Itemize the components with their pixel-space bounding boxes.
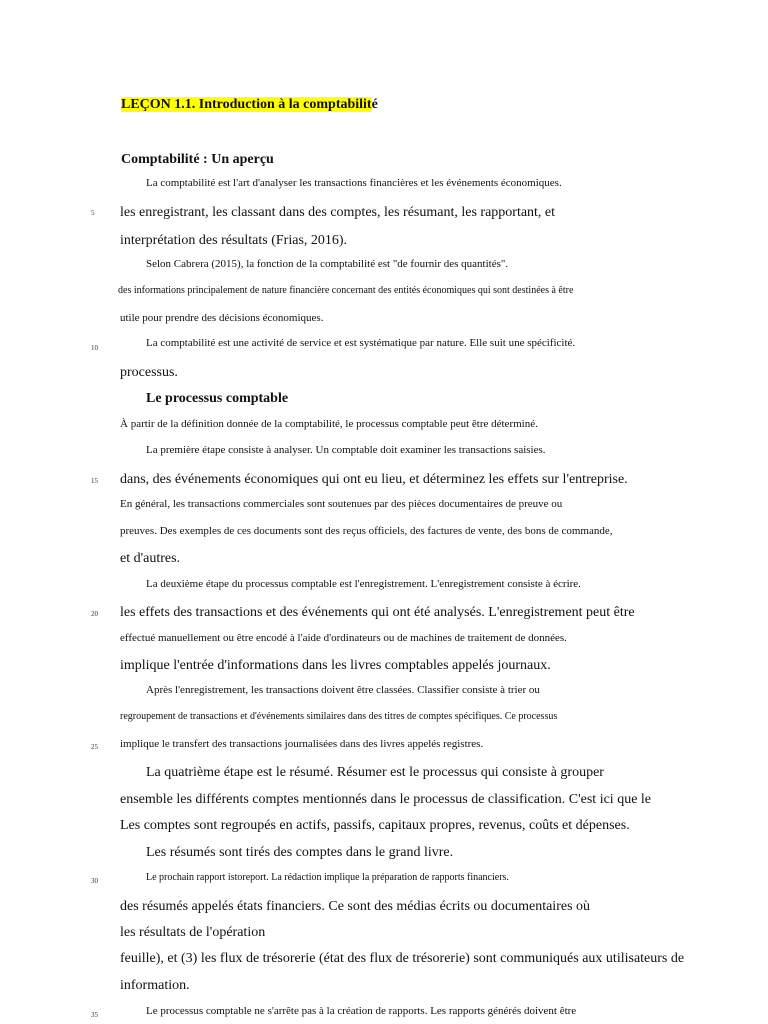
text-line: information. (120, 978, 190, 993)
line-number: 20 (91, 610, 98, 618)
text-line: des résumés appelés états financiers. Ce sont des médias écrits ou documentaires où (120, 899, 591, 914)
line-number: 10 (91, 344, 98, 352)
text-line: Les résumés sont tirés des comptes dans le grand livre. (146, 845, 454, 860)
text-line: implique l'entrée d'informations dans les livres comptables appelés journaux. (120, 658, 551, 673)
text-line: Le processus comptable ne s'arrête pas à la création de rapports. Les rapports générés doivent être (146, 1005, 577, 1017)
text-line: Les comptes sont regroupés en actifs, passifs, capitaux propres, revenus, coûts et dépenses. (120, 818, 630, 833)
text-line: preuves. Des exemples de ces documents sont des reçus officiels, des factures de vente, des bons de commande, (120, 525, 613, 537)
line-number: 5 (91, 209, 95, 217)
line-number: 25 (91, 743, 98, 751)
text-line: des informations principalement de nature financière concernant des entités économiques qui sont destinées à être (118, 285, 574, 296)
text-line: regroupement de transactions et d'événements similaires dans des titres de comptes spécifiques. Ce processus (120, 711, 558, 722)
text-line: utile pour prendre des décisions économiques. (120, 312, 324, 324)
text-line: les effets des transactions et des événements qui ont été analysés. L'enregistrement peut être (120, 605, 635, 620)
text-line: La quatrième étape est le résumé. Résumer est le processus qui consiste à grouper (146, 765, 604, 780)
text-line: les résultats de l'opération (120, 925, 266, 940)
text-line: La deuxième étape du processus comptable est l'enregistrement. L'enregistrement consiste à écrire. (146, 578, 581, 590)
text-line: En général, les transactions commerciales sont soutenues par des pièces documentaires de preuve ou (120, 498, 563, 510)
text-line: les enregistrant, les classant dans des comptes, les résumant, les rapportant, et (120, 205, 556, 220)
text-line: La comptabilité est l'art d'analyser les transactions financières et les événements économiques. (146, 177, 562, 189)
text-line: et d'autres. (120, 551, 181, 566)
text-line: À partir de la définition donnée de la comptabilité, le processus comptable peut être déterminé. (120, 418, 538, 430)
lesson-title (121, 97, 378, 113)
line-number: 15 (91, 477, 98, 485)
text-line: La première étape consiste à analyser. Un comptable doit examiner les transactions saisies. (146, 444, 546, 456)
text-line: implique le transfert des transactions journalisées dans des livres appelés registres. (120, 738, 484, 750)
text-line: La comptabilité est une activité de service et est systématique par nature. Elle suit une spécificité. (146, 337, 576, 349)
line-number: 30 (91, 877, 98, 885)
text-line: effectué manuellement ou être encodé à l'aide d'ordinateurs ou de machines de traitement de données. (120, 632, 567, 644)
text-line: ensemble les différents comptes mentionnés dans le processus de classification. C'est ici que le (120, 792, 652, 807)
line-number: 35 (91, 1011, 98, 1019)
text-line: Selon Cabrera (2015), la fonction de la comptabilité est "de fournir des quantités". (146, 258, 509, 270)
text-line: dans, des événements économiques qui ont eu lieu, et déterminez les effets sur l'entreprise. (120, 472, 628, 487)
text-line: interprétation des résultats (Frias, 2016). (120, 233, 348, 248)
title-highlight: LEÇON 1.1. Introduction à la comptabilit (121, 97, 372, 112)
title-rest: é (371, 97, 378, 112)
text-line: Le prochain rapport istoreport. La rédaction implique la préparation de rapports financiers. (146, 872, 509, 883)
section-title-overview: Comptabilité : Un aperçu (121, 152, 274, 167)
text-line: Après l'enregistrement, les transactions doivent être classées. Classifier consiste à trier ou (146, 684, 540, 696)
section-title-process: Le processus comptable (146, 391, 289, 406)
text-line: feuille), et (3) les flux de trésorerie (état des flux de trésorerie) sont communiqués aux utilisateurs de (120, 951, 685, 966)
text-line: processus. (120, 365, 178, 380)
